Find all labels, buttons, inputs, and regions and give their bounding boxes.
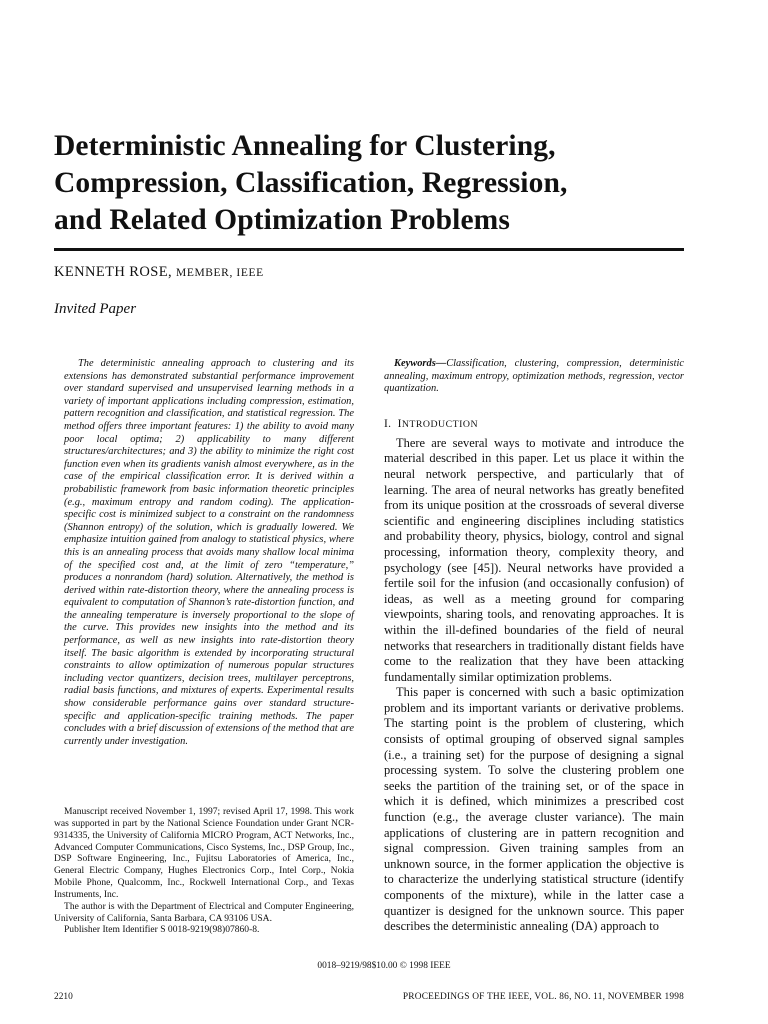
title-line: and Related Optimization Problems <box>54 204 510 236</box>
body-text <box>384 436 684 935</box>
section-title-rest: NTRODUCTION <box>401 418 479 430</box>
footnote-publisher-id: Publisher Item Identifier S 0018-9219(98)07860-8. <box>64 924 260 936</box>
author-line <box>54 264 264 281</box>
title-rule <box>54 248 684 251</box>
section-number: I. <box>384 417 392 430</box>
page-number: 2210 <box>54 992 73 1002</box>
footnote-affiliation: The author is with the Department of Electrical and Computer Engineering, University of California, Santa Barbara, CA 93106 USA. <box>54 900 354 924</box>
right-column <box>384 358 684 935</box>
footnote <box>54 806 354 936</box>
body-paragraph: This paper is concerned with such a basic optimization problem and its important variants or derivative problems. The starting point is the problem of clustering, which consists of optimal grouping of observed signal samples (i.e., a training set) for the purpose of designing a signal processing system. To solve the clustering problem one seeks the partition of the training set, or of the space in which it is defined, which minimizes a prescribed cost function (e.g., the average cluster variance). The main applications of clustering are in pattern recognition and signal compression. Given training samples from an unknown source, in the former application the objective is to characterize the underlying statistical structure (identify components of the mixture), while in the latter case a quantizer is designed for the unknown source. This paper describes the deterministic annealing (DA) approach to <box>384 685 684 934</box>
section-heading <box>384 418 684 430</box>
keywords <box>384 358 684 396</box>
issn-line: 0018–9219/98$10.00 © 1998 IEEE <box>317 961 451 971</box>
keywords-label: Keywords— <box>394 358 447 369</box>
keywords-text: Classification, clustering, compression, deterministic annealing, maximum entropy, optimization methods, regression, vector quantization. <box>384 358 684 395</box>
journal-citation: PROCEEDINGS OF THE IEEE, VOL. 86, NO. 11, NOVEMBER 1998 <box>402 992 684 1002</box>
abstract: The deterministic annealing approach to clustering and its extensions has demonstrated substantial performance improvement over standard supervised and unsupervised learning methods in a variety of important applications including compression, estimation, pattern recognition and classification, and statistical regression. The method offers three important features: 1) the ability to avoid many poor local optima; 2) applicability to many different structures/architectures; and 3) the ability to minimize the right cost function even when its gradients vanish almost everywhere, as in the case of the empirical classification error. It is derived within a probabilistic framework from basic information theoretic principles (e.g., maximum entropy and random coding). The application-specific cost is minimized subject to a constraint on the randomness (Shannon entropy) of the solution, which is gradually lowered. We emphasize intuition gained from analogy to statistical physics, where this is an annealing process that avoids many shallow local minima of the specified cost and, at the limit of zero “temperature,” produces a nonrandom (hard) solution. Alternatively, the method is derived within rate-distortion theory, where the annealing process is equivalent to computation of Shannon’s rate-distortion function, and the annealing temperature is inversely proportional to the slope of the curve. This provides new insights into the method and its performance, as well as new insights into rate-distortion theory itself. The basic algorithm is extended by incorporating structural constraints to allow optimization of numerous popular structures including vector quantizers, decision trees, multilayer perceptrons, radial basis functions, and mixtures of experts. Experimental results show considerable performance gains over standard structure-specific and application-specific training methods. The paper concludes with a brief discussion of extensions of the method that are currently under investigation. <box>64 358 354 747</box>
footnote-manuscript: Manuscript received November 1, 1997; revised April 17, 1998. This work was supported in part by the National Science Foundation under Grant NCR-9314335, the University of California MICRO Program, ACT Networks, Inc., Advanced Computer Communications, Cisco Systems, Inc., DSP Group, Inc., DSP Software Engineering, Inc., Fujitsu Laboratories of America, Inc., General Electric Company, Hughes Electronics Corp., Intel Corp., Nokia Mobile Phone, Qualcomm, Inc., Rockwell International Corp., and Texas Instruments, Inc. <box>54 806 354 900</box>
title-line: Deterministic Annealing for Clustering, <box>54 130 556 162</box>
title-line: Compression, Classification, Regression, <box>54 167 568 199</box>
author-name: KENNETH ROSE, <box>54 264 172 280</box>
body-paragraph: There are several ways to motivate and introduce the material described in this paper. Let us place it within the neural network perspective, and particularly that of learning. The area of neural networks has greatly benefited from its unique position at the crossroads of several diverse scientific and engineering disciplines including statistics and probability theory, physics, biology, control and signal processing, information theory, complexity theory, and psychology (see [45]). Neural networks have provided a fertile soil for the infusion (and occasionally confusion) of ideas, as well as a meeting ground for comparing viewpoints, sharing tools, and renovating approaches. It is within the ill-defined boundaries of the field of neural networks that researchers in traditionally distant fields have come to the realization that they have been attacking fundamentally similar optimization problems. <box>384 435 684 684</box>
left-column <box>64 358 354 748</box>
invited-paper-label: Invited Paper <box>54 301 137 317</box>
section-initial: I <box>397 417 402 430</box>
paper-title <box>54 128 714 239</box>
author-membership: MEMBER, IEEE <box>176 267 264 279</box>
